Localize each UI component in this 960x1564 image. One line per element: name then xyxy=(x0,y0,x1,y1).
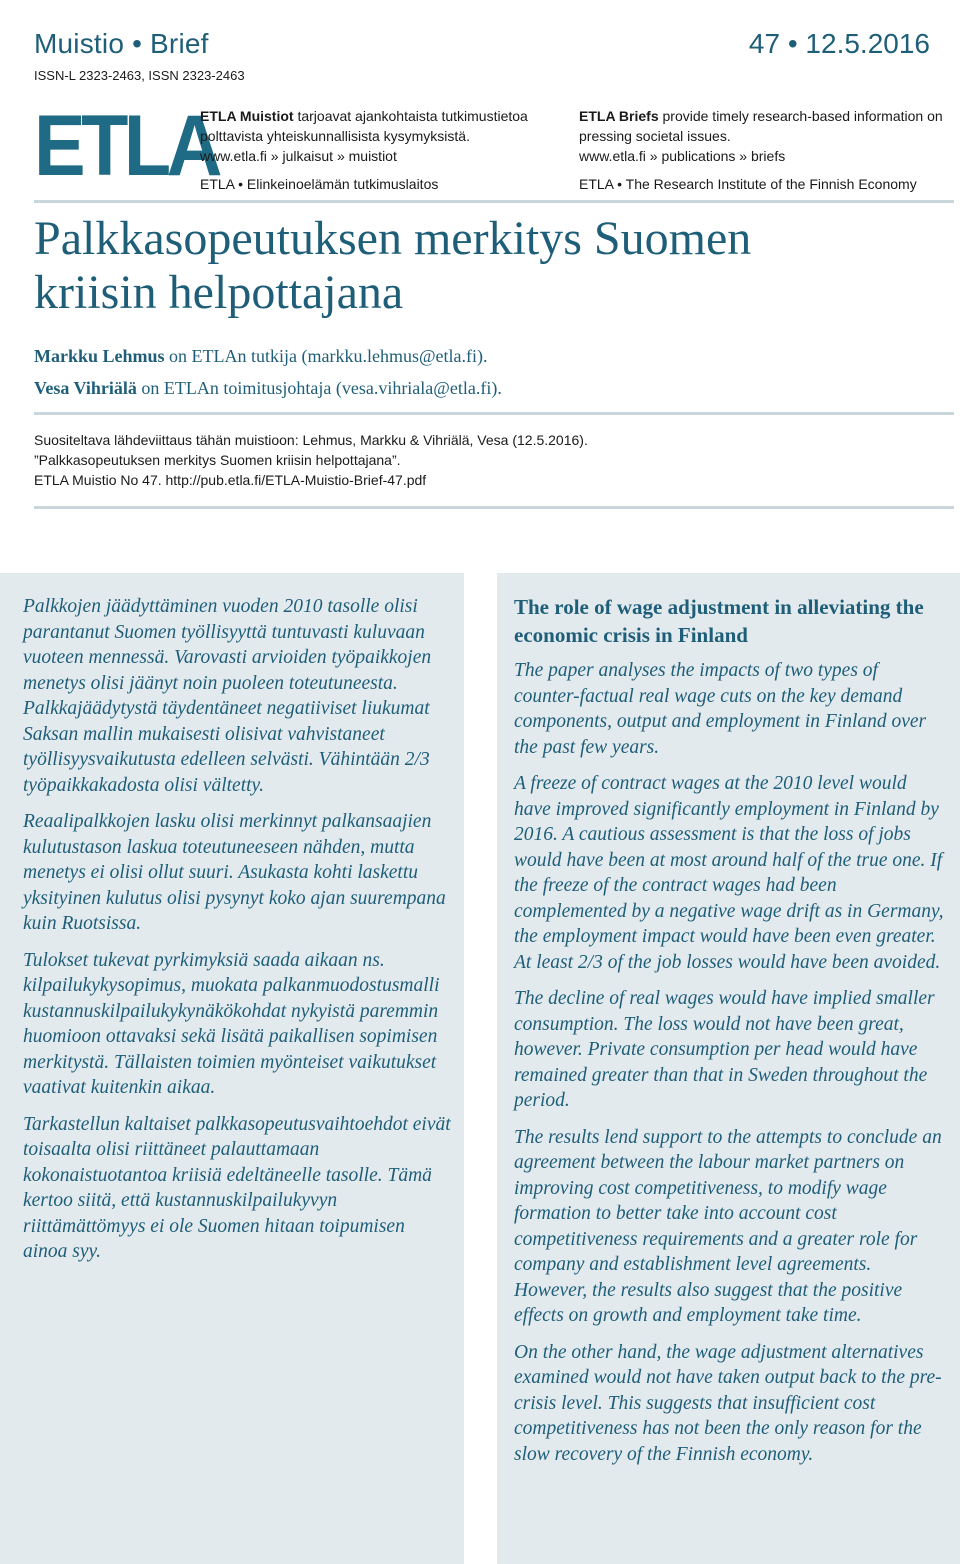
masthead xyxy=(34,28,930,88)
info-english xyxy=(579,106,949,194)
title-line-1: Palkkasopeutuksen merkitys Suomen xyxy=(34,212,752,265)
info-fi-lead: tarjoavat ajankohtaista tutkimustietoa polttavista yhteiskunnallisista kysymyksistä. xyxy=(200,108,528,144)
abstract-fi-paragraph: Palkkojen jäädyttäminen vuoden 2010 tasolle olisi parantanut Suomen työllisyyttä tuntuvasti kuluvaan vuoteen mennessä. Varovasti arvioiden työpaikkojen menetys olisi jäänyt noin puoleen toteutuneesta. Palkkajäädytystä täydentäneet negatiiviset liukumat Saksan mallin mukaisesti olisivat vahvistaneet työllisyysvaikutusta edelleen selvästi. Vähintään 2/3 työpaikkakadosta olisi vältetty. xyxy=(23,596,432,796)
author-2 xyxy=(34,372,502,404)
page-title xyxy=(34,212,924,320)
abstract-fi-paragraph: Tulokset tukevat pyrkimyksiä saada aikaan ns. kilpailukykysopimus, muokata palkanmuodostusmalli kustannuskilpailukykynäkökohdat nykyistä paremmin huomioon ottavaksi sekä lisätä paikallisen sopimisen merkitystä. Tällaisten toimien myönteiset vaikutukset vaativat kuitenkin aikaa. xyxy=(23,949,440,1098)
citation xyxy=(34,430,588,490)
divider-bottom xyxy=(34,506,954,509)
author-1 xyxy=(34,340,502,372)
abstract-en-paragraph: The paper analyses the impacts of two types of counter-factual real wage cuts on the key demand components, output and employment in Finland over the past few years. xyxy=(514,660,927,758)
abstract-finnish xyxy=(23,594,451,1276)
info-en-url[interactable]: www.etla.fi » publications » briefs xyxy=(579,148,786,164)
info-fi-lead-bold: ETLA Muistiot xyxy=(200,108,294,124)
etla-logo: ETLA xyxy=(34,98,219,194)
abstract-finnish-panel xyxy=(0,573,464,1564)
abstract-en-paragraph: The results lend support to the attempts to conclude an agreement between the labour market partners on improving cost competitiveness, to modify wage formation to better take into account cost competitiveness requirements and a greater role for company and establishment level agreements. However, the results also suggest that the positive effects on growth and employment take time. xyxy=(514,1126,942,1326)
abstract-en-paragraph: On the other hand, the wage adjustment alternatives examined would not have taken output back to the pre-crisis level. This suggests that insufficient cost competitiveness has not been the only reason for the slow recovery of the Finnish economy. xyxy=(514,1341,942,1465)
abstract-fi-paragraph: Tarkastellun kaltaiset palkkasopeutusvaihtoehdot eivät toisaalta olisi riittäneet palauttamaan kokonaistuotantoa kriisiä edeltäneelle tasolle. Tämä kertoo siitä, että kustannuskilpailukyvyn riittämättömyys ei ole Suomen hitaan toipumisen ainoa syy. xyxy=(23,1113,451,1262)
citation-line-1: Suositeltava lähdeviittaus tähän muistioon: Lehmus, Markku & Vihriälä, Vesa (12.5.2016). xyxy=(34,432,588,448)
author-1-name: Markku Lehmus xyxy=(34,346,165,366)
info-fi-url[interactable]: www.etla.fi » julkaisut » muistiot xyxy=(200,148,397,164)
issue-number-date: 47 • 12.5.2016 xyxy=(748,28,930,59)
citation-line-2: ”Palkkasopeutuksen merkitys Suomen kriisin helpottajana”. xyxy=(34,452,401,468)
author-2-name: Vesa Vihriälä xyxy=(34,378,137,398)
authors xyxy=(34,340,502,404)
info-en-institute: ETLA • The Research Institute of the Finnish Economy xyxy=(579,176,917,192)
abstract-english-panel xyxy=(497,573,960,1564)
info-en-lead: provide timely research-based information on pressing societal issues. xyxy=(579,108,943,144)
title-line-2: kriisin helpottajana xyxy=(34,266,404,319)
author-1-role: on ETLAn tutkija (markku.lehmus@etla.fi). xyxy=(164,346,488,366)
info-en-lead-bold: ETLA Briefs xyxy=(579,108,659,124)
info-fi-institute: ETLA • Elinkeinoelämän tutkimuslaitos xyxy=(200,176,439,192)
abstract-en-paragraph: The decline of real wages would have implied smaller consumption. The loss would not have been great, however. Private consumption per head would have remained greater than that in Sweden throughout the period. xyxy=(514,988,935,1111)
author-2-role: on ETLAn toimitusjohtaja (vesa.vihriala@etla.fi). xyxy=(136,378,502,398)
citation-line-3: ETLA Muistio No 47. http://pub.etla.fi/ETLA-Muistio-Brief-47.pdf xyxy=(34,472,427,488)
english-title: The role of wage adjustment in alleviating the economic crisis in Finland xyxy=(514,595,924,647)
divider-top xyxy=(34,200,954,203)
abstract-en-paragraph: A freeze of contract wages at the 2010 level would have improved significantly employment in Finland by 2016. A cautious assessment is that the loss of jobs would have been at most around half of the true one. If the freeze of the contract wages had been complemented by a negative wage drift as in Germany, the employment impact would have been even greater. At least 2/3 of the job losses would have been avoided. xyxy=(514,773,944,973)
divider-middle xyxy=(34,412,954,415)
series-name: Muistio • Brief xyxy=(34,28,209,59)
abstract-fi-paragraph: Reaalipalkkojen lasku olisi merkinnyt palkansaajien kulutustason laskua toteutuneeseen nähden, mutta menetys ei olisi ollut suuri. Asukasta kohti laskettu yksityinen kulutus olisi pysynyt koko ajan suurempana kuin Ruotsissa. xyxy=(23,811,446,934)
abstract-english xyxy=(514,658,944,1478)
info-finnish xyxy=(200,106,560,194)
issn: ISSN-L 2323-2463, ISSN 2323-2463 xyxy=(34,68,245,83)
